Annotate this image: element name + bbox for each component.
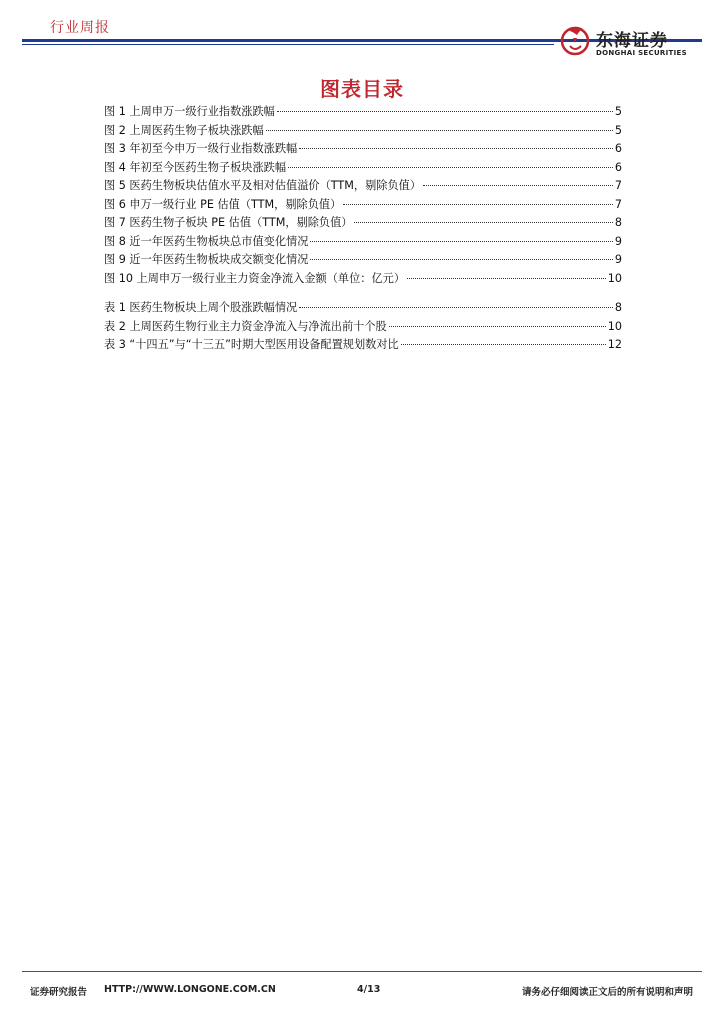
toc-entry[interactable] [104, 140, 622, 159]
toc-entry[interactable] [104, 103, 622, 122]
toc-gap [104, 288, 622, 299]
footer-disclaimer: 请务必仔细阅读正文后的所有说明和声明 [522, 987, 694, 998]
toc-entry-label: 图 3 年初至今申万一级行业指数涨跌幅 [104, 142, 298, 155]
toc-leader-dots [299, 148, 613, 149]
toc-entry-label: 图 9 近一年医药生物板块成交额变化情况 [104, 253, 309, 266]
toc-entry[interactable] [104, 122, 622, 141]
toc-entry[interactable] [104, 196, 622, 215]
toc-entry-page: 6 [614, 160, 622, 174]
page-indicator: 4/13 [357, 984, 381, 995]
toc-entry-page: 5 [614, 123, 622, 137]
toc-entry-page: 6 [614, 142, 622, 155]
header-rule-thin [22, 44, 554, 45]
toc-entry-page: 5 [614, 105, 622, 118]
toc-figures [104, 103, 622, 288]
toc-leader-dots [423, 185, 613, 186]
toc-entry-label: 表 2 上周医药生物行业主力资金净流入与净流出前十个股 [104, 319, 387, 333]
toc-leader-dots [401, 344, 606, 345]
toc-entry-page: 7 [614, 179, 622, 192]
footer-url-link[interactable]: HTTP://WWW.LONGONE.COM.CN [104, 984, 276, 995]
toc-entry[interactable] [104, 159, 622, 178]
dragon-logo-icon [558, 22, 592, 58]
toc-entry-page: 8 [614, 301, 622, 314]
toc-leader-dots [343, 204, 613, 205]
company-name-cn: 东海证券 [596, 31, 668, 51]
toc-title: 图表目录 [320, 77, 404, 101]
toc-entry[interactable] [104, 336, 622, 355]
toc-leader-dots [310, 259, 612, 260]
toc-leader-dots [266, 130, 613, 131]
toc-entry-label: 图 7 医药生物子板块 PE 估值（TTM，剔除负值） [104, 216, 353, 229]
toc-entry-page: 12 [607, 338, 622, 351]
toc-entry-page: 10 [607, 271, 622, 285]
toc-leader-dots [288, 167, 613, 168]
toc-entry-label: 图 5 医药生物板块估值水平及相对估值溢价（TTM，剔除负值） [104, 179, 422, 192]
footer-rule [22, 971, 702, 972]
toc-entry-label: 图 8 近一年医药生物板块总市值变化情况 [104, 234, 309, 248]
toc-leader-dots [407, 278, 606, 279]
toc-tables [104, 299, 622, 355]
toc-entry[interactable] [104, 233, 622, 252]
report-type-label: 行业周报 [50, 20, 110, 36]
toc-entry[interactable] [104, 214, 622, 233]
footer-report-label: 证券研究报告 [30, 987, 88, 998]
toc-entry-page: 10 [607, 319, 622, 333]
toc-entry-label: 图 1 上周申万一级行业指数涨跌幅 [104, 105, 275, 118]
toc-leader-dots [354, 222, 612, 223]
toc-entry-label: 表 1 医药生物板块上周个股涨跌幅情况 [104, 301, 298, 314]
toc-leader-dots [299, 307, 613, 308]
toc-leader-dots [310, 241, 612, 242]
toc-entry-page: 8 [614, 216, 622, 229]
toc-entry-label: 表 3 “十四五”与“十三五”时期大型医用设备配置规划数对比 [104, 338, 399, 351]
toc-entry[interactable] [104, 270, 622, 289]
toc-entry[interactable] [104, 251, 622, 270]
toc-list [104, 103, 622, 355]
toc-entry-page: 9 [614, 253, 622, 266]
toc-entry[interactable] [104, 177, 622, 196]
company-name-en: DONGHAI SECURITIES [596, 49, 687, 57]
toc-leader-dots [277, 111, 613, 112]
toc-entry-label: 图 2 上周医药生物子板块涨跌幅 [104, 123, 264, 137]
toc-entry-page: 7 [614, 197, 622, 211]
toc-entry[interactable] [104, 299, 622, 318]
toc-entry-label: 图 6 申万一级行业 PE 估值（TTM，剔除负值） [104, 197, 342, 211]
company-logo [558, 22, 708, 62]
toc-entry-label: 图 10 上周申万一级行业主力资金净流入金额（单位：亿元） [104, 271, 406, 285]
toc-entry[interactable] [104, 318, 622, 337]
toc-entry-page: 9 [614, 234, 622, 248]
toc-entry-label: 图 4 年初至今医药生物子板块涨跌幅 [104, 160, 287, 174]
toc-leader-dots [389, 326, 606, 327]
